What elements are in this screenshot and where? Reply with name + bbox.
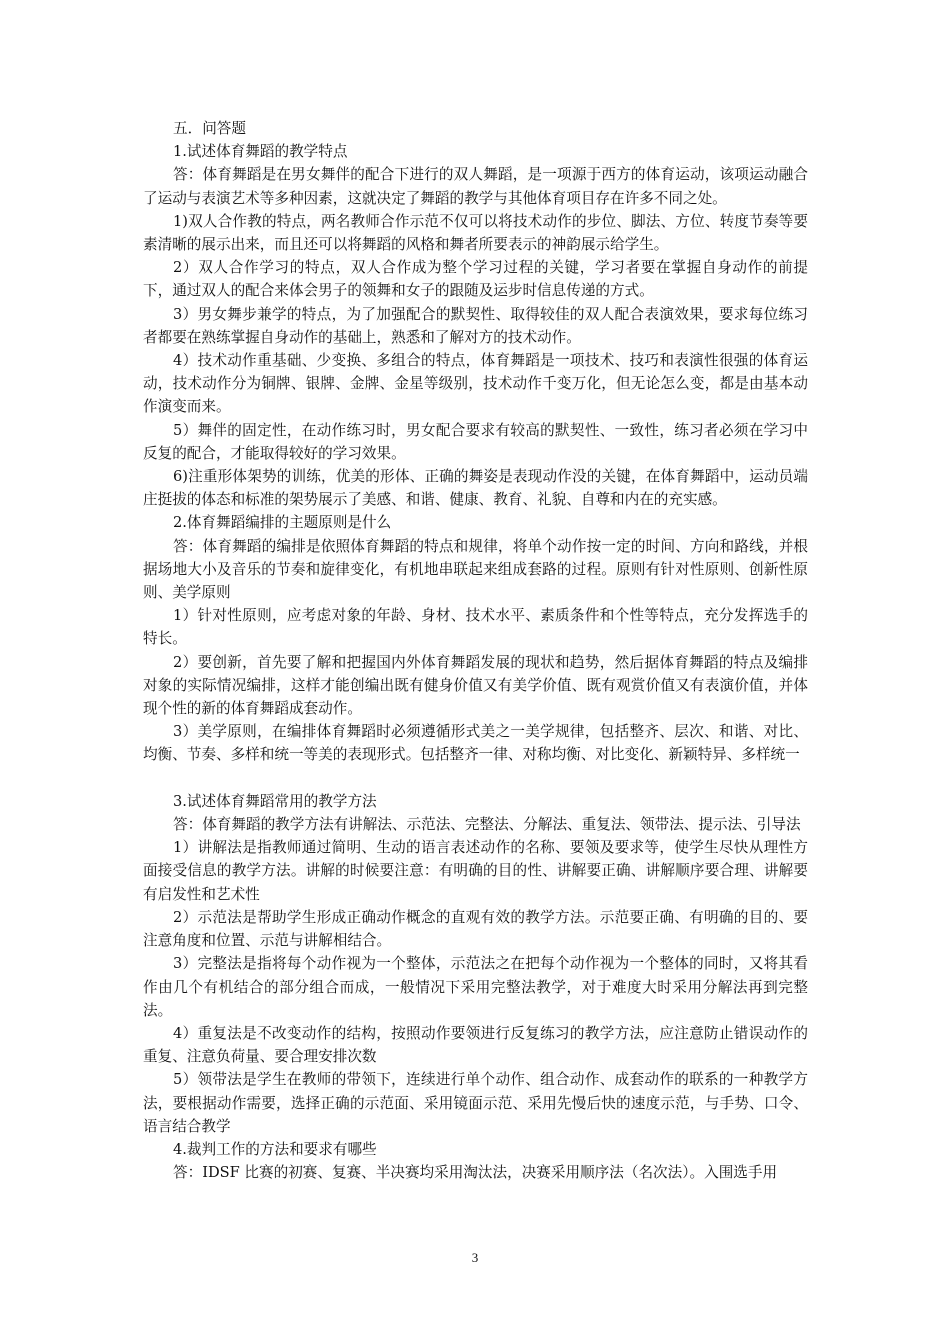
question-heading: 4.裁判工作的方法和要求有哪些 [173, 1140, 377, 1158]
list-item: 3）男女舞步兼学的特点，为了加强配合的默契性、取得较佳的双人配合表演效果，要求每位练习者都要在熟练掌握自身动作的基础上，熟悉和了解对方的技术动作。 [143, 305, 808, 346]
list-item: 2）要创新，首先要了解和把握国内外体育舞蹈发展的现状和趋势，然后据体育舞蹈的特点及编排对象的实际情况编排，这样才能创编出既有健身价值又有美学价值、既有观赏价值又有表演价值，并体现个性的新的体育舞蹈成套动作。 [143, 653, 808, 718]
list-item: 1）讲解法是指教师通过简明、生动的语言表述动作的名称、要领及要求等，使学生尽快从理性方面接受信息的教学方法。讲解的时候要注意：有明确的目的性、讲解要正确、讲解顺序要合理、讲解要有启发性和艺术性 [143, 839, 808, 903]
list-item: 6)注重形体架势的训练，优美的形体、正确的舞姿是表现动作没的关键，在体育舞蹈中，运动员端庄挺拔的体态和标准的架势展示了美感、和谐、健康、教育、礼貌、自尊和内在的充实感。 [143, 468, 808, 509]
question-heading: 3.试述体育舞蹈常用的教学方法 [173, 792, 377, 810]
answer-paragraph: 答：体育舞蹈的教学方法有讲解法、示范法、完整法、分解法、重复法、领带法、提示法、引导法 [173, 816, 801, 834]
blank-line [143, 767, 808, 790]
list-item: 5）舞伴的固定性，在动作练习时，男女配合要求有较高的默契性、一致性，练习者必须在学习中反复的配合，才能取得较好的学习效果。 [143, 421, 808, 462]
list-item: 4）技术动作重基础、少变换、多组合的特点，体育舞蹈是一项技术、技巧和表演性很强的体育运动，技术动作分为铜牌、银牌、金牌、金星等级别，技术动作千变万化，但无论怎么变，都是由基本动作演变而来。 [143, 352, 808, 416]
section-heading: 五．问答题 [173, 120, 246, 137]
list-item: 1）针对性原则，应考虑对象的年龄、身材、技术水平、素质条件和个性等特点，充分发挥选手的特长。 [143, 607, 808, 648]
question-heading: 2.体育舞蹈编排的主题原则是什么 [173, 514, 392, 532]
page-number: 3 [471, 1250, 479, 1265]
answer-paragraph: 答：体育舞蹈的编排是依照体育舞蹈的特点和规律，将单个动作按一定的时间、方向和路线，并根据场地大小及音乐的节奏和旋律变化，有机地串联起来组成套路的过程。原则有针对性原则、创新性原则、美学原则 [143, 537, 808, 602]
list-item: 4）重复法是不改变动作的结构，按照动作要领进行反复练习的教学方法，应注意防止错误动作的重复、注意负荷量、要合理安排次数 [143, 1024, 808, 1066]
list-item: 3）完整法是指将每个动作视为一个整体，示范法之在把每个动作视为一个整体的同时，又将其看作由几个有机结合的部分组合而成，一般情况下采用完整法教学，对于难度大时采用分解法再到完整法。 [143, 955, 808, 1019]
list-item: 3）美学原则，在编排体育舞蹈时必须遵循形式美之一美学规律，包括整齐、层次、和谐、对比、均衡、节奏、多样和统一等美的表现形式。包括整齐一律、对称均衡、对比变化、新颖特异、多样统一 [143, 723, 808, 764]
list-item: 2）示范法是帮助学生形成正确动作概念的直观有效的教学方法。示范要正确、有明确的目的、要注意角度和位置、示范与讲解相结合。 [143, 908, 808, 950]
answer-paragraph: 答：IDSF 比赛的初赛、复赛、半决赛均采用淘汰法，决赛采用顺序法（名次法）。入围选手用 [173, 1164, 778, 1182]
answer-paragraph: 答：体育舞蹈是在男女舞伴的配合下进行的双人舞蹈，是一项源于西方的体育运动，该项运动融合了运动与表演艺术等多种因素，这就决定了舞蹈的教学与其他体育项目存在许多不同之处。 [143, 166, 808, 207]
list-item: 2）双人合作学习的特点，双人合作成为整个学习过程的关键，学习者要在掌握自身动作的前提下，通过双人的配合来体会男子的领舞和女子的跟随及运步时信息传递的方式。 [143, 259, 808, 300]
document-body [143, 117, 808, 1184]
question-heading: 1.试述体育舞蹈的教学特点 [173, 143, 348, 161]
list-item: 5）领带法是学生在教师的带领下，连续进行单个动作、组合动作、成套动作的联系的一种教学方法，要根据动作需要，选择正确的示范面、采用镜面示范、采用先慢后快的速度示范，与手势、口令、语言结合教学 [143, 1071, 808, 1135]
list-item: 1)双人合作教的特点，两名教师合作示范不仅可以将技术动作的步位、脚法、方位、转度节奏等要素清晰的展示出来，而且还可以将舞蹈的风格和舞者所要表示的神韵展示给学生。 [143, 212, 808, 254]
